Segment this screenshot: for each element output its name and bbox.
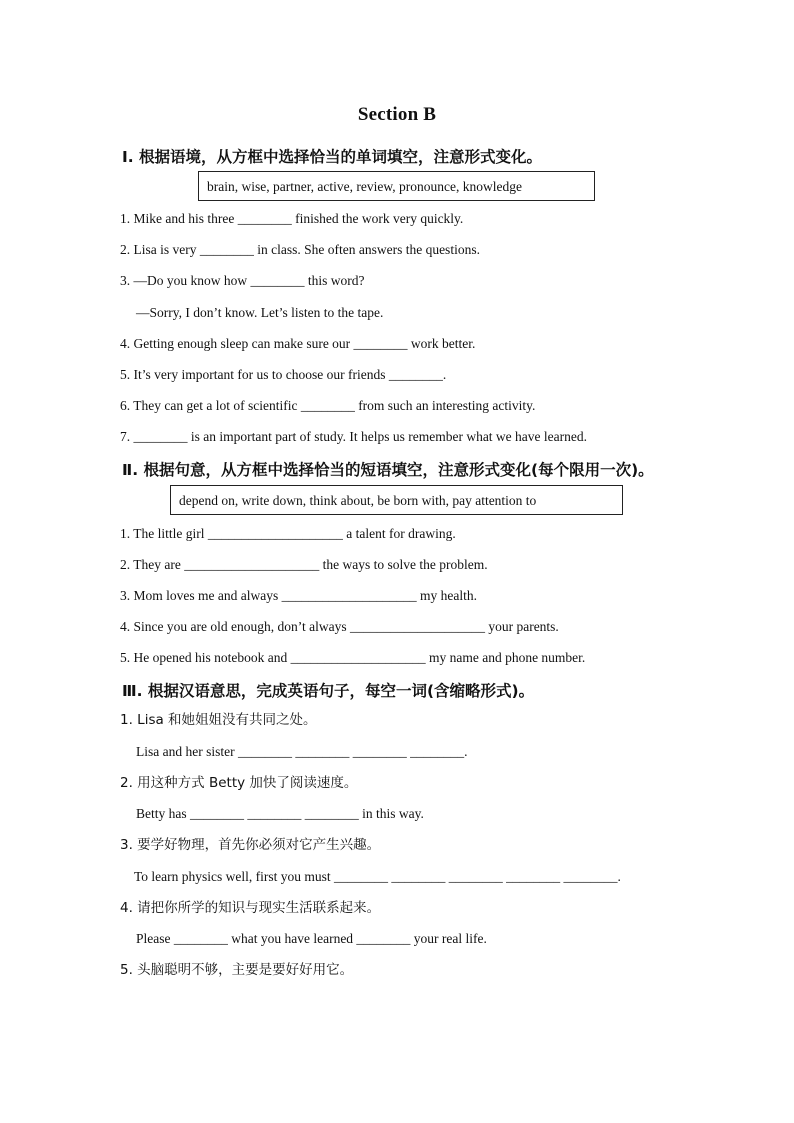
- section-1-item-5: 5. It’s very important for us to choose our friends ________.: [120, 367, 447, 382]
- section-2-item-4: 4. Since you are old enough, don’t always ____________________ your parents.: [120, 619, 559, 634]
- section-1-heading: Ⅰ. 根据语境，从方框中选择恰当的单词填空，注意形式变化。: [122, 148, 543, 166]
- section-3-heading: Ⅲ. 根据汉语意思，完成英语句子，每空一词(含缩略形式)。: [122, 682, 535, 700]
- section-1-item-3: 3. —Do you know how ________ this word?: [120, 273, 365, 288]
- section-3-item-2-chinese: 2. 用这种方式 Betty 加快了阅读速度。: [120, 775, 358, 791]
- section-2-item-2: 2. They are ____________________ the ways to solve the problem.: [120, 557, 488, 572]
- section-1-item-2: 2. Lisa is very ________ in class. She often answers the questions.: [120, 242, 480, 257]
- section-2-item-5: 5. He opened his notebook and ____________________ my name and phone number.: [120, 650, 586, 665]
- section-3-item-1-english: Lisa and her sister ________ ________ ________ ________.: [136, 744, 468, 759]
- section-2-phrase-box: depend on, write down, think about, be born with, pay attention to: [170, 485, 623, 515]
- section-3-item-3-english: To learn physics well, first you must ________ ________ ________ ________ ________.: [134, 869, 621, 884]
- section-3-item-4-english: Please ________ what you have learned ________ your real life.: [136, 931, 487, 946]
- section-2-heading: Ⅱ. 根据句意，从方框中选择恰当的短语填空，注意形式变化(每个限用一次)。: [122, 461, 654, 479]
- page-title: Section B: [357, 104, 437, 125]
- section-1-item-7: 7. ________ is an important part of study. It helps us remember what we have learned.: [120, 429, 588, 444]
- section-3-item-1-chinese: 1. Lisa 和她姐姐没有共同之处。: [120, 712, 317, 728]
- section-3-item-2-english: Betty has ________ ________ ________ in this way.: [136, 806, 424, 821]
- section-3-item-4-chinese: 4. 请把你所学的知识与现实生活联系起来。: [120, 900, 381, 916]
- section-2-item-1: 1. The little girl ____________________ a talent for drawing.: [120, 526, 456, 541]
- section-2-item-3: 3. Mom loves me and always ____________________ my health.: [120, 588, 477, 603]
- section-1-word-box: brain, wise, partner, active, review, pronounce, knowledge: [198, 171, 595, 201]
- section-1-item-4: 4. Getting enough sleep can make sure our ________ work better.: [120, 336, 476, 351]
- section-1-item-3-reply: —Sorry, I don’t know. Let’s listen to the tape.: [136, 305, 384, 320]
- section-3-item-5-chinese: 5. 头脑聪明不够，主要是要好好用它。: [120, 962, 354, 978]
- section-3-item-3-chinese: 3. 要学好物理，首先你必须对它产生兴趣。: [120, 837, 381, 853]
- section-1-item-1: 1. Mike and his three ________ finished the work very quickly.: [120, 211, 464, 226]
- section-1-item-6: 6. They can get a lot of scientific ________ from such an interesting activity.: [120, 398, 536, 413]
